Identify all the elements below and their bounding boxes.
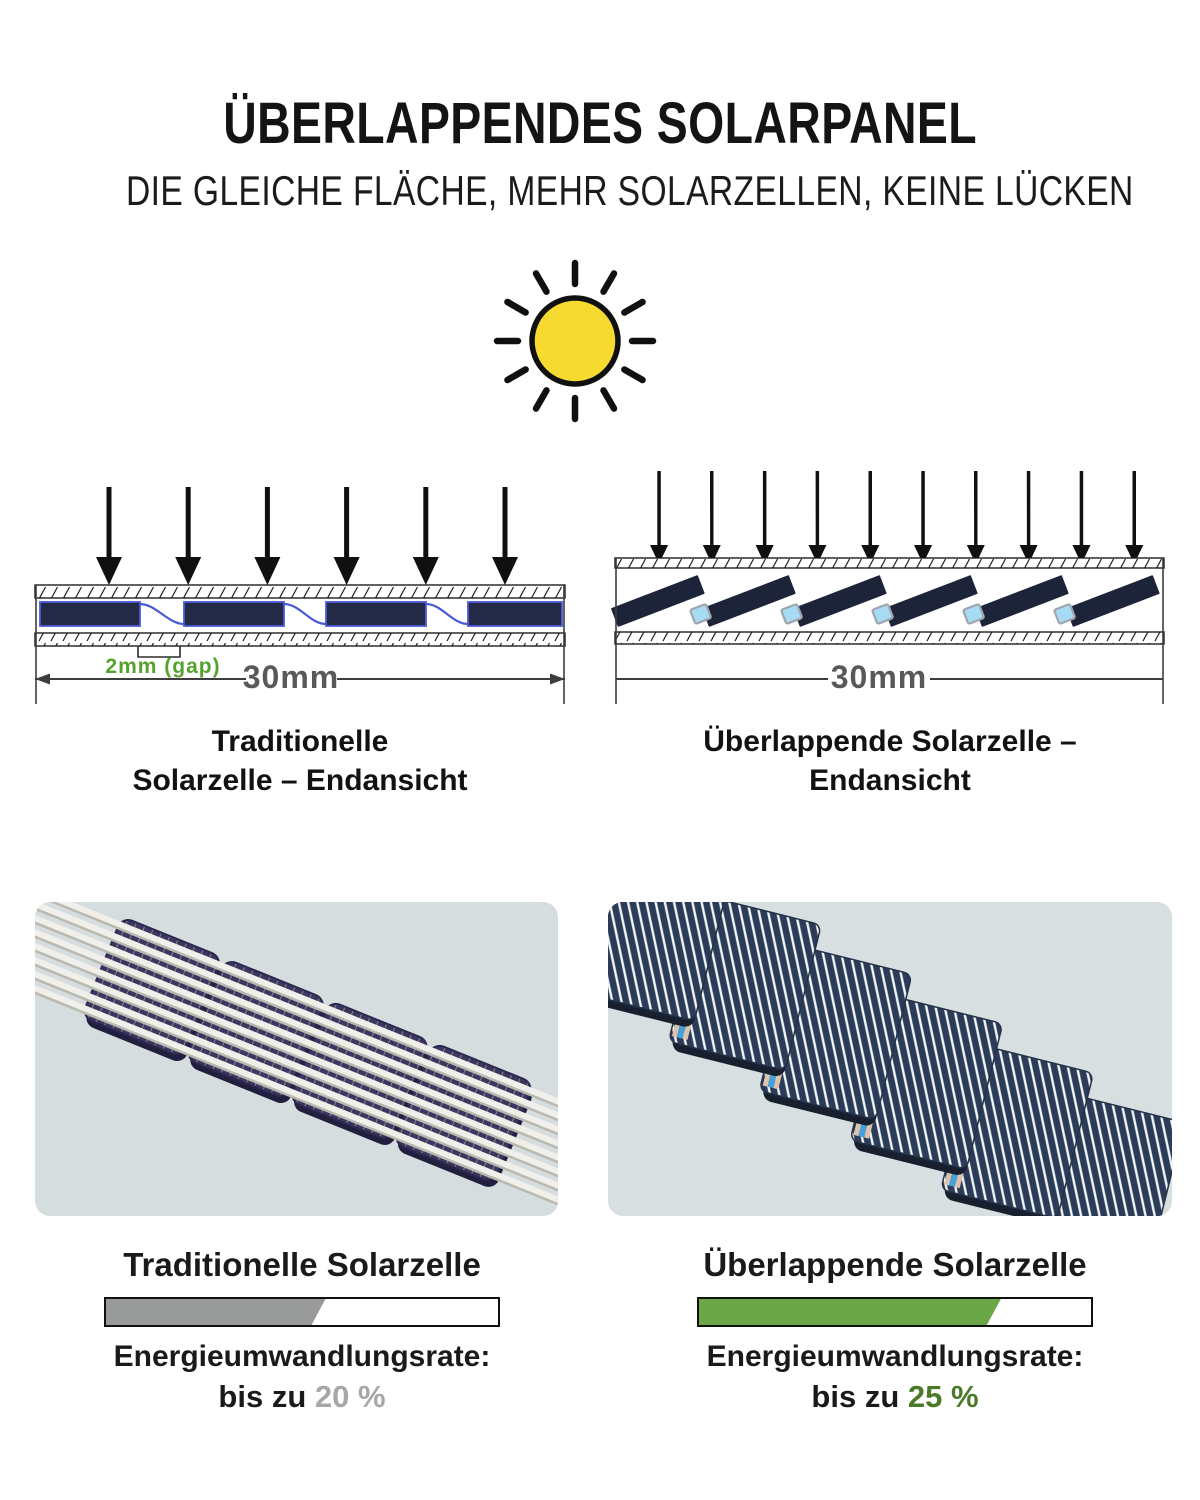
sun-ray: [624, 302, 642, 313]
comparison-traditional: [101, 1246, 503, 1415]
efficiency-bar-traditional: [104, 1297, 500, 1327]
sun-ray: [536, 390, 547, 408]
cell-connector-ribbon: [426, 604, 468, 624]
glass-layer-bottom-overlapping: [615, 632, 1164, 644]
sunlight-arrow: [96, 487, 122, 585]
sunlight-arrow: [861, 471, 879, 564]
sun-ray: [624, 370, 642, 381]
efficiency-bar-fill-traditional: [106, 1299, 326, 1325]
dimension-arrowhead-left: [35, 674, 50, 685]
tilted-solar-cell: [1066, 575, 1160, 627]
diagram-traditional: [35, 487, 565, 704]
comparison-overlapping-title: Überlappende Solarzelle: [703, 1246, 1087, 1283]
cell-connector-ribbon: [140, 604, 184, 624]
sun-ray: [507, 302, 525, 313]
sunlight-arrows-overlapping: [650, 471, 1143, 564]
sunlight-arrow: [175, 487, 201, 585]
sunlight-arrow: [413, 487, 439, 585]
rate-value-line-overlapping: [694, 1379, 1096, 1415]
rate-prefix-overlapping: bis zu: [811, 1379, 900, 1414]
caption-overlapping-line2: Endansicht: [809, 764, 971, 797]
comparison-overlapping: [694, 1246, 1096, 1415]
comparison-traditional-title: Traditionelle Solarzelle: [123, 1246, 481, 1283]
tilted-solar-cell: [975, 575, 1069, 627]
caption-traditional-line2: Solarzelle – Endansicht: [132, 764, 468, 797]
flat-solar-cell: [184, 602, 284, 626]
caption-traditional-line1: Traditionelle: [211, 725, 389, 758]
flat-solar-cell: [326, 602, 426, 626]
sun-ray: [604, 390, 615, 408]
sun-ray: [507, 370, 525, 381]
sunlight-arrow: [808, 471, 826, 564]
sunlight-arrow: [914, 471, 932, 564]
flat-solar-cell: [468, 602, 562, 626]
glass-layer-top-traditional: [35, 585, 565, 598]
sun-ray: [536, 273, 547, 291]
flat-solar-cell: [40, 602, 140, 626]
caption-overlapping-line1: Überlappende Solarzelle –: [703, 725, 1077, 758]
sun-disc: [532, 298, 618, 384]
sunlight-arrow: [650, 471, 668, 564]
gap-label: 2mm (gap): [105, 655, 221, 678]
rate-value-line-traditional: [101, 1379, 503, 1415]
sunlight-arrow: [492, 487, 518, 585]
width-label-traditional: 30mm: [242, 659, 340, 695]
cell-connector-ribbon: [284, 604, 326, 624]
efficiency-bar-fill-overlapping: [699, 1299, 1001, 1325]
caption-traditional: [35, 722, 565, 800]
page-title: [0, 90, 1200, 157]
glass-layer-bottom-traditional: [35, 633, 565, 646]
sunlight-arrow: [1072, 471, 1090, 564]
solar-cells-overlapping: [611, 575, 1160, 627]
page-title-text: ÜBERLAPPENDES SOLARPANEL: [223, 91, 977, 156]
solar-cells-traditional: [40, 602, 562, 626]
page-subtitle-text: DIE GLEICHE FLÄCHE, MEHR SOLARZELLEN, KEINE LÜCKEN: [125, 167, 1134, 214]
dimension-arrowhead-right: [550, 674, 565, 685]
caption-overlapping: [615, 722, 1165, 800]
page-subtitle: [0, 167, 1200, 215]
rate-label-overlapping: Energieumwandlungsrate:: [706, 1340, 1084, 1373]
sunlight-arrow: [967, 471, 985, 564]
sunlight-arrows-traditional: [96, 487, 518, 585]
tilted-solar-cell: [611, 575, 705, 627]
sunlight-arrow: [334, 487, 360, 585]
traditional-panel-3d-image: [35, 902, 558, 1216]
sun-icon: [488, 252, 663, 432]
rate-value-traditional: 20 %: [314, 1379, 386, 1414]
width-label-overlapping: 30mm: [830, 659, 928, 695]
tilted-solar-cell: [793, 575, 887, 627]
sunlight-arrow: [1020, 471, 1038, 564]
diagram-overlapping: [611, 471, 1164, 704]
sunlight-arrow: [254, 487, 280, 585]
overlapping-panel-3d-image: [608, 902, 1172, 1216]
tilted-solar-cell: [884, 575, 978, 627]
glass-layer-top-overlapping: [615, 558, 1164, 568]
end-view-diagrams: [0, 460, 1200, 708]
tilted-solar-cell: [702, 575, 796, 627]
sunlight-arrow: [1125, 471, 1143, 564]
sunlight-arrow: [756, 471, 774, 564]
sunlight-arrow: [703, 471, 721, 564]
rate-label-traditional: Energieumwandlungsrate:: [113, 1340, 491, 1373]
sun-ray: [604, 273, 615, 291]
rate-value-overlapping: 25 %: [907, 1379, 979, 1414]
rate-prefix-traditional: bis zu: [218, 1379, 307, 1414]
efficiency-bar-overlapping: [697, 1297, 1093, 1327]
